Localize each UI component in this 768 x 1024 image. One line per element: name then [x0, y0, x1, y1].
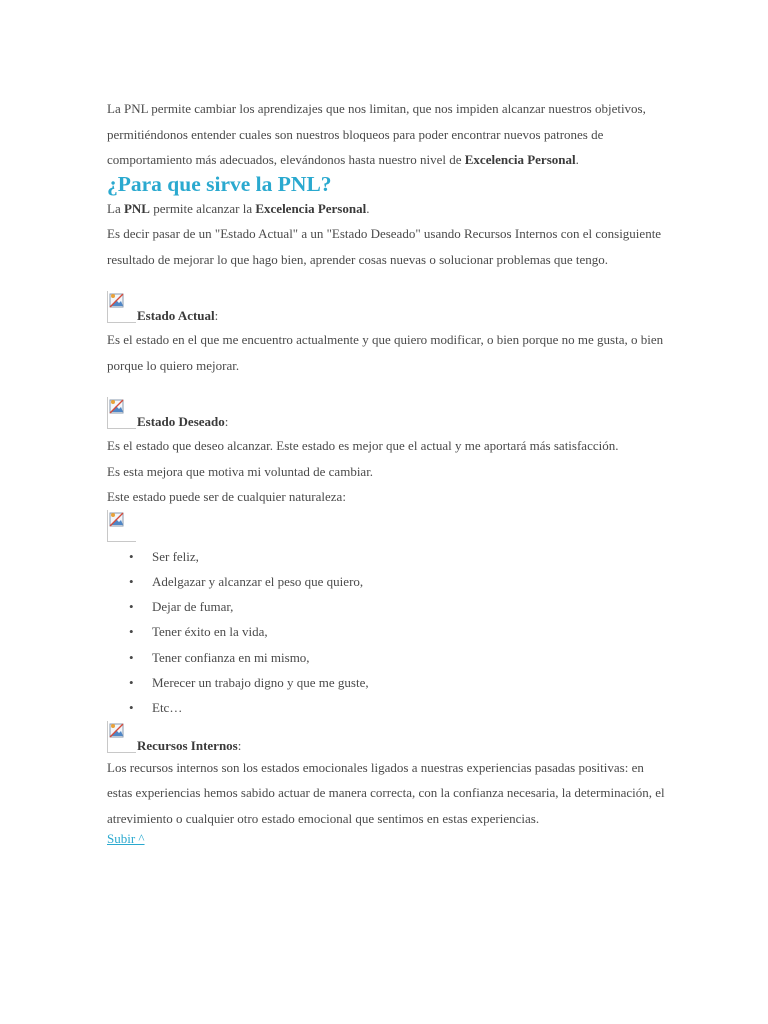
intro-text: La PNL permite cambiar los aprendizajes que nos limitan, que nos impiden alcanzar nuestros objetivos, permitiéndonos entender cuales son nuestros bloqueos para poder encontrar nuevos patrones de comportamiento más adecuados, elevándonos hasta nuestro nivel de [107, 101, 646, 167]
list-item [129, 619, 669, 644]
bullet: • [129, 649, 134, 665]
estado-actual-colon: : [214, 308, 219, 323]
recursos-internos-label: Recursos Internos [137, 737, 238, 753]
list-item [129, 594, 669, 619]
list-item-text: Tener éxito en la vida, [152, 624, 268, 640]
estado-actual-label: Estado Actual [137, 308, 215, 323]
estado-deseado-line2: Es esta mejora que motiva mi voluntad de cambiar. [107, 463, 374, 479]
list-item [129, 569, 669, 594]
definition-pnl: PNL [123, 200, 150, 216]
document-body [107, 96, 669, 847]
definition-excelencia: Excelencia Personal [255, 200, 367, 216]
estado-actual-heading [107, 291, 669, 327]
broken-image-icon [107, 721, 136, 753]
estado-deseado-line1: Es el estado que deseo alcanzar. Este estado es mejor que el actual y me aportará más satisfacción. [107, 438, 619, 453]
list-item-text: Etc… [152, 700, 183, 716]
estado-deseado-line3: Este estado puede ser de cualquier naturaleza: [107, 489, 346, 504]
estado-deseado-text [107, 433, 669, 510]
definition-explanation: Es decir pasar de un "Estado Actual" a un "Estado Deseado" usando Recursos Internos con el consiguiente resultado de mejorar lo que hago bien, aprender cosas nuevas o solucionar problemas que tengo. [107, 226, 662, 267]
list-item [129, 645, 669, 670]
estado-deseado-colon: : [224, 414, 229, 429]
bullet: • [129, 624, 134, 640]
estado-actual-text: Es el estado en el que me encuentro actualmente y que quiero modificar, o bien porque no me gusta, o bien porque lo quiero mejorar. [107, 332, 664, 373]
scroll-top-link[interactable]: Subir ^ [107, 831, 145, 847]
definition-paragraph [107, 196, 669, 273]
broken-image-icon [107, 291, 136, 323]
list-item [129, 670, 669, 695]
bullet: • [129, 548, 134, 564]
intro-paragraph [107, 96, 669, 173]
intro-period: . [575, 152, 579, 167]
broken-image-icon [107, 510, 136, 542]
recursos-internos-heading [107, 721, 669, 755]
definition-period: . [366, 200, 370, 216]
list-item-text: Adelgazar y alcanzar el peso que quiero, [152, 573, 364, 589]
broken-image-icon [107, 397, 136, 429]
bullet: • [129, 700, 134, 716]
list-item-text: Dejar de fumar, [152, 599, 234, 615]
list-item-text: Ser feliz, [152, 548, 199, 564]
estado-deseado-heading [107, 397, 669, 433]
list-item-text: Tener confianza en mi mismo, [152, 649, 310, 665]
definition-mid: permite alcanzar la [149, 200, 256, 216]
recursos-internos-text: Los recursos internos son los estados emocionales ligados a nuestras experiencias pasadas positivas: en estas experiencias hemos sabido actuar de manera correcta, con la confianza necesaria, la determinación, el atrevimiento o cualquier otro estado emocional que sentimos en estas experiencias. [107, 759, 665, 826]
definition-pre: La [107, 200, 124, 216]
list-image [107, 510, 669, 544]
bullet: • [129, 674, 134, 690]
list-item [129, 544, 669, 569]
list-item [129, 695, 669, 720]
state-examples-list [107, 544, 669, 721]
list-item-text: Merecer un trabajo digno y que me guste, [152, 674, 369, 690]
bullet: • [129, 599, 134, 615]
intro-bold-excelencia: Excelencia Personal [464, 152, 576, 167]
section-heading: ¿Para que sirve la PNL? [107, 171, 332, 196]
recursos-internos-colon: : [237, 737, 242, 753]
bullet: • [129, 573, 134, 589]
estado-deseado-label: Estado Deseado [137, 414, 225, 429]
